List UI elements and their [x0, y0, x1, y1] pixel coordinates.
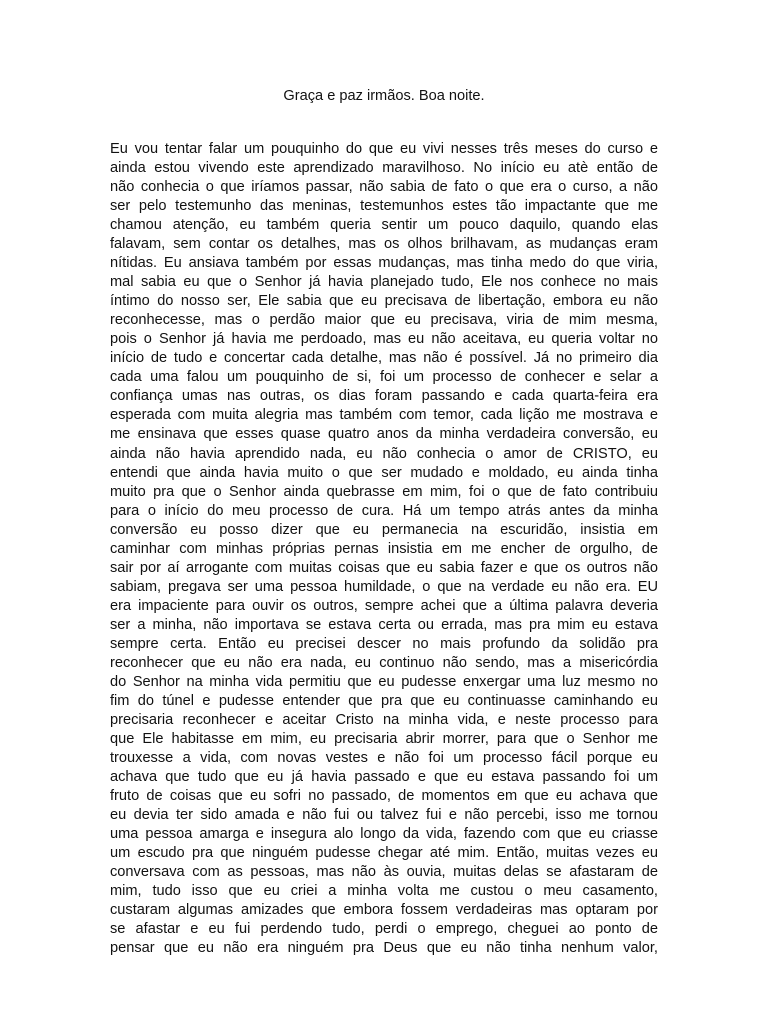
body-line: custaram algumas amizades que embora fossem verdadeiras mas optaram por [110, 902, 658, 919]
body-line: achava que tudo que eu já havia passado e que eu estava passando foi um [110, 769, 658, 786]
body-line: ainda estou vivendo este aprendizado maravilhoso. No início eu atè então de [110, 160, 658, 177]
body-line: confiança umas nas outras, os dias foram passando e cada quarta-feira era [110, 388, 658, 405]
body-line: mal sabia eu que o Senhor já havia planejado tudo, Ele nos conhece no mais [110, 274, 658, 291]
body-line: era impaciente para ouvir os outros, sempre achei que a última palavra deveria [110, 597, 658, 614]
body-line: fruto de coisas que eu sofri no passado, de momentos em que eu achava que [110, 788, 658, 805]
body-line: caminhar com minhas próprias pernas insistia em me encher de orgulho, de [110, 540, 658, 557]
body-line: esperada com muita alegria mas também com temor, cada lição me mostrava e [110, 407, 658, 424]
body-line: falavam, sem contar os detalhes, mas os olhos brilhavam, as mudanças eram [110, 236, 658, 253]
body-line: reconhecesse, mas o perdão maior que eu precisava, viria de mim mesma, [110, 312, 658, 329]
body-line: reconhecer que eu não era nada, eu continuo não sendo, mas a misericórdia [110, 654, 658, 671]
body-line: sabiam, pregava ser uma pessoa humildade, o que na verdade eu não era. EU [110, 578, 658, 595]
body-line: muito pra que o Senhor ainda quebrasse em mim, foi o que de fato contribuiu [110, 483, 658, 500]
body-line: início de tudo e concertar cada detalhe, mas não é possível. Já no primeiro dia [110, 350, 658, 367]
body-line: eu devia ter sido amada e não fui ou talvez fui e não percebi, isso me tornou [110, 807, 658, 824]
body-line: me ensinava que esses quase quatro anos da minha verdadeira conversão, eu [110, 426, 658, 443]
body-line: íntimo do nosso ser, Ele sabia que eu precisava de libertação, embora eu não [110, 293, 658, 310]
document-title: Graça e paz irmãos. Boa noite. [283, 88, 485, 104]
body-line: uma pessoa amarga e insegura alo longo da vida, fazendo com que eu criasse [110, 826, 658, 843]
body-line: mim, tudo isso que eu criei a minha volta me custou o meu casamento, [110, 883, 658, 900]
body-line: do Senhor na minha vida permitiu que eu pudesse enxergar uma luz mesmo no [110, 673, 658, 690]
body-line: conversava com as pessoas, mas não às ouvia, muitas delas se afastaram de [110, 864, 658, 881]
body-line: ser pelo testemunho das meninas, testemunhos estes tão impactante que me [110, 198, 658, 215]
body-line: conversão eu posso dizer que eu permanecia na escuridão, insistia em [110, 521, 658, 538]
body-line: um escudo pra que ninguém pudesse chegar até mim. Então, muitas vezes eu [110, 845, 658, 862]
document-body [110, 140, 658, 958]
body-line: trouxesse a vida, com novas vestes e não foi um processo fácil porque eu [110, 750, 658, 766]
body-line: sair por aí arrogante com muitas coisas que eu sabia fazer e que os outros não [110, 559, 658, 576]
body-line: ainda não havia aprendido nada, eu não conhecia o amor de CRISTO, eu [110, 445, 658, 462]
body-line: fim do túnel e pudesse entender que pra que eu continuasse caminhando eu [110, 692, 658, 709]
body-line: Eu vou tentar falar um pouquinho do que eu vivi nesses três meses do curso e [110, 141, 658, 157]
body-line: pensar que eu não era ninguém pra Deus que eu não tinha nenhum valor, [110, 940, 658, 957]
body-line: precisaria reconhecer e aceitar Cristo na minha vida, e neste processo para [110, 711, 658, 728]
body-line: nítidas. Eu ansiava também por essas mudanças, mas tinha medo do que viria, [110, 255, 658, 272]
body-line: pois o Senhor já havia me perdoado, mas eu não aceitava, eu queria voltar no [110, 331, 658, 348]
body-line: não conhecia o que iríamos passar, não sabia de fato o que era o curso, a não [110, 179, 658, 196]
body-line: entendi que ainda havia muito o que ser mudado e moldado, eu ainda tinha [110, 464, 658, 481]
body-line: ser a minha, não importava se estava certa ou errada, mas pra mim eu estava [110, 616, 658, 633]
body-line: cada uma falou um pouquinho de si, foi um processo de conhecer e selar a [110, 369, 658, 386]
body-line: sempre certa. Então eu precisei descer no mais profundo da solidão pra [110, 635, 658, 652]
body-line: chamou atenção, eu também queria sentir um pouco daquilo, quando elas [110, 217, 658, 234]
body-line: para o início do meu processo de cura. Há um tempo atrás antes da minha [110, 502, 658, 519]
body-line: se afastar e eu fui perdendo tudo, perdi o emprego, cheguei ao ponto de [110, 921, 658, 938]
body-line: que Ele habitasse em mim, eu precisaria abrir morrer, para que o Senhor me [110, 730, 658, 747]
